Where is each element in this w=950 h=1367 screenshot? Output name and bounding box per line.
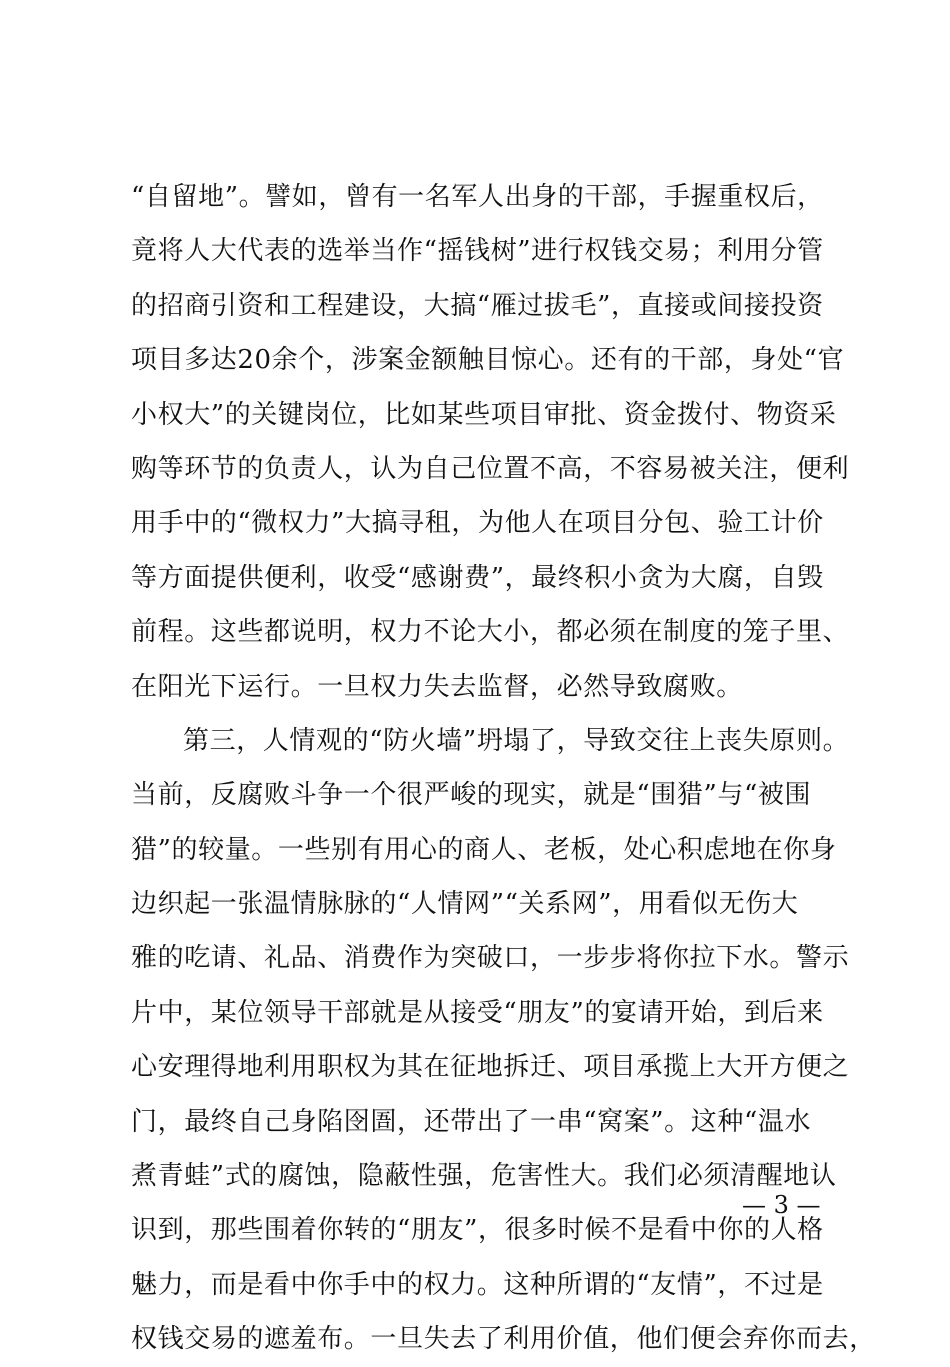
text-line: 当前，反腐败斗争一个很严峻的现实，就是“围猎”与“被围 xyxy=(131,780,812,811)
text-line: 雅的吃请、礼品、消费作为突破口，一步步将你拉下水。警示 xyxy=(131,943,850,974)
text-line: 项目多达20余个，涉案金额触目惊心。还有的干部，身处“官 xyxy=(131,345,845,376)
text-line: 识到，那些围着你转的“朋友”，很多时候不是看中你的人格 xyxy=(131,1215,824,1246)
page-number: — 3 — xyxy=(742,1191,821,1219)
text-line: 猎”的较量。一些别有用心的商人、老板，处心积虑地在你身 xyxy=(131,834,837,865)
text-line: “自留地”。譬如，曾有一名军人出身的干部，手握重权后， xyxy=(131,182,824,212)
text-line: 竟将人大代表的选举当作“摇钱树”进行权钱交易；利用分管 xyxy=(131,236,824,267)
text-line: 片中，某位领导干部就是从接受“朋友”的宴请开始，到后来 xyxy=(131,997,824,1028)
text-line: 心安理得地利用职权为其在征地拆迁、项目承揽上大开方便之 xyxy=(131,1052,850,1083)
text-line: 等方面提供便利，收受“感谢费”，最终积小贪为大腐，自毁 xyxy=(131,562,824,593)
text-line: 的招商引资和工程建设，大搞“雁过拔毛”，直接或间接投资 xyxy=(131,290,824,321)
paragraph-start-line: 第三，人情观的“防火墙”坍塌了，导致交往上丧失原则。 xyxy=(183,725,850,756)
text-line: 小权大”的关键岗位，比如某些项目审批、资金拨付、物资采 xyxy=(131,399,837,430)
text-line: 权钱交易的遮羞布。一旦失去了利用价值，他们便会弃你而去， xyxy=(131,1324,876,1355)
text-line: 在阳光下运行。一旦权力失去监督，必然导致腐败。 xyxy=(131,671,743,702)
text-line: 用手中的“微权力”大搞寻租，为他人在项目分包、验工计价 xyxy=(131,508,824,539)
text-line: 购等环节的负责人，认为自己位置不高，不容易被关注，便利 xyxy=(131,453,850,484)
text-line: 边织起一张温情脉脉的“人情网”“关系网”，用看似无伤大 xyxy=(131,889,799,920)
text-line: 煮青蛙”式的腐蚀，隐蔽性强，危害性大。我们必须清醒地认 xyxy=(131,1161,837,1192)
document-body xyxy=(131,170,876,1367)
text-line: 门，最终自己身陷囹圄，还带出了一串“窝案”。这种“温水 xyxy=(131,1106,812,1137)
text-line: 魅力，而是看中你手中的权力。这种所谓的“友情”，不过是 xyxy=(131,1269,824,1300)
text-line: 前程。这些都说明，权力不论大小，都必须在制度的笼子里、 xyxy=(131,617,850,648)
